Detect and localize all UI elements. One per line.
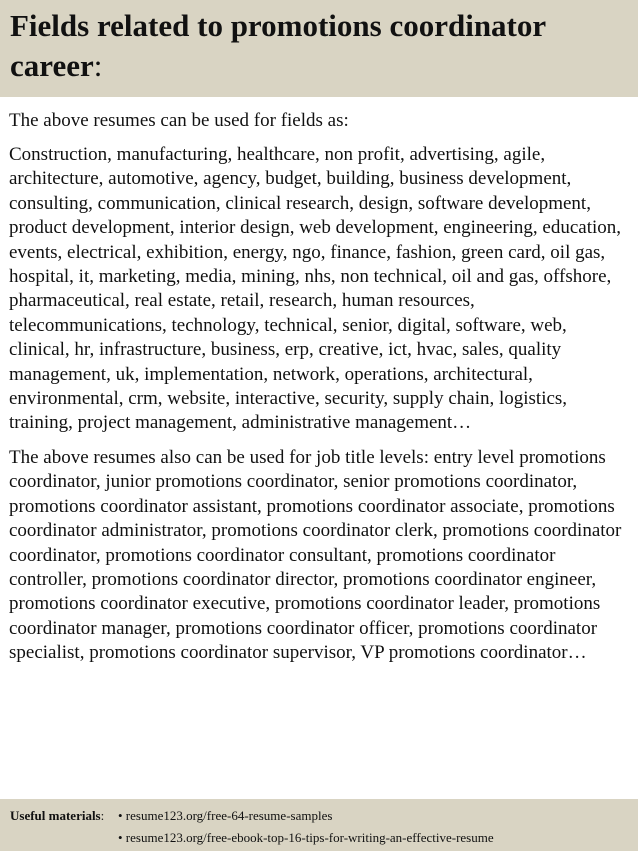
useful-materials-label <box>10 805 118 827</box>
footer-label-spacer <box>10 827 118 849</box>
useful-materials-label-text: Useful materials <box>10 808 101 823</box>
useful-materials-label-colon: : <box>100 808 105 823</box>
header-band <box>0 0 638 97</box>
job-levels-paragraph: The above resumes also can be used for job title levels: entry level promotions coordinator, junior promotions coordinator, senior promotions coordinator, promotions coordinator assistant, promotions coordinator associate, promotions coordinator administrator, promotions coordinator clerk, promotions coordinator coordinator, promotions coordinator consultant, promotions coordinator controller, promotions coordinator director, promotions coordinator engineer, promotions coordinator executive, promotions coordinator leader, promotions coordinator manager, promotions coordinator officer, promotions coordinator specialist, promotions coordinator supervisor, VP promotions coordinator… <box>9 446 622 664</box>
page-title <box>10 6 628 86</box>
fields-paragraph: Construction, manufacturing, healthcare, non profit, advertising, agile, architecture, automotive, agency, budget, building, business development, consulting, communication, clinical research, design, software development, product development, interior design, web development, engineering, education, events, electrical, exhibition, energy, ngo, finance, fashion, green card, oil gas, hospital, it, marketing, media, mining, nhs, non technical, oil and gas, offshore, pharmaceutical, real estate, retail, research, human resources, telecommunications, technology, technical, senior, digital, software, web, clinical, hr, infrastructure, business, erp, creative, ict, hvac, sales, quality management, uk, implementation, network, operations, architectural, environmental, crm, website, interactive, security, supply chain, logistics, training, project management, administrative management… <box>9 144 622 434</box>
page-title-colon: : <box>93 48 103 83</box>
footer-row-2 <box>10 827 628 849</box>
footer-row-1 <box>10 805 628 827</box>
intro-text: The above resumes can be used for fields as: <box>9 110 349 131</box>
footer-band <box>0 799 638 851</box>
page-title-text: Fields related to promotions coordinator career <box>10 8 546 83</box>
main-content <box>0 97 638 666</box>
footer-link-ebook-tips[interactable]: • resume123.org/free-ebook-top-16-tips-for-writing-an-effective-resume <box>118 830 494 845</box>
footer-link-resume-samples[interactable]: • resume123.org/free-64-resume-samples <box>118 808 333 823</box>
